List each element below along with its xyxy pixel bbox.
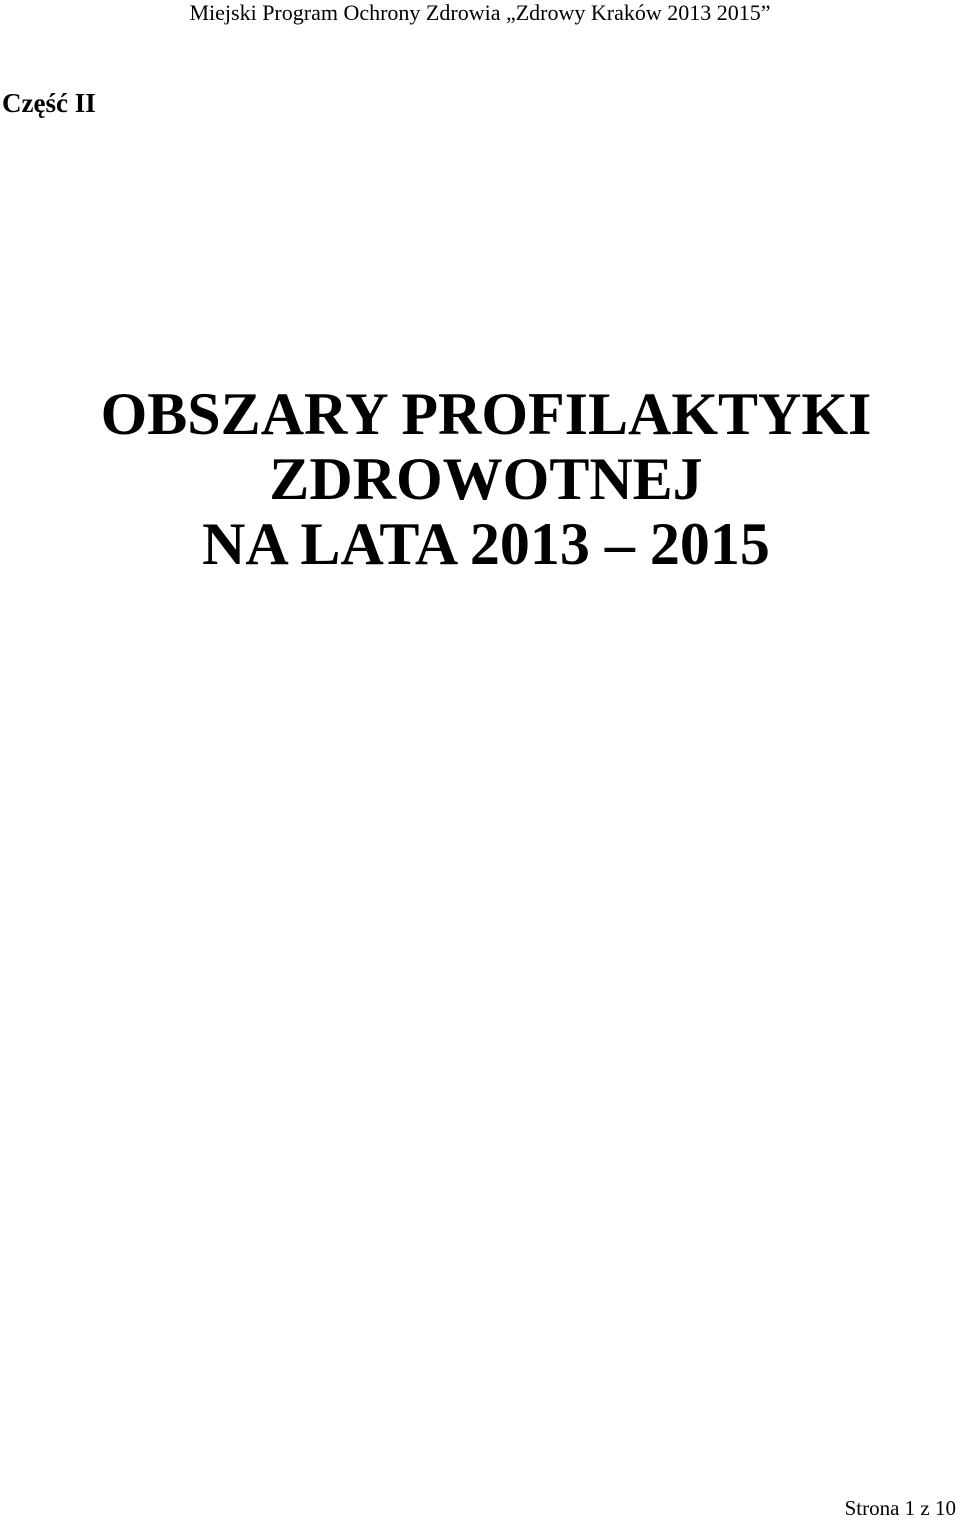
page-number: Strona 1 z 10: [844, 1496, 956, 1520]
title-line-1: OBSZARY PROFILAKTYKI: [100, 381, 872, 447]
document-title: [0, 378, 960, 580]
title-line-3: NA LATA 2013 – 2015: [202, 511, 770, 577]
title-line-2: ZDROWOTNEJ: [269, 446, 703, 512]
running-header: Miejski Program Ochrony Zdrowia „Zdrowy Kraków 2013 2015”: [189, 0, 771, 25]
part-label: Część II: [2, 88, 96, 118]
